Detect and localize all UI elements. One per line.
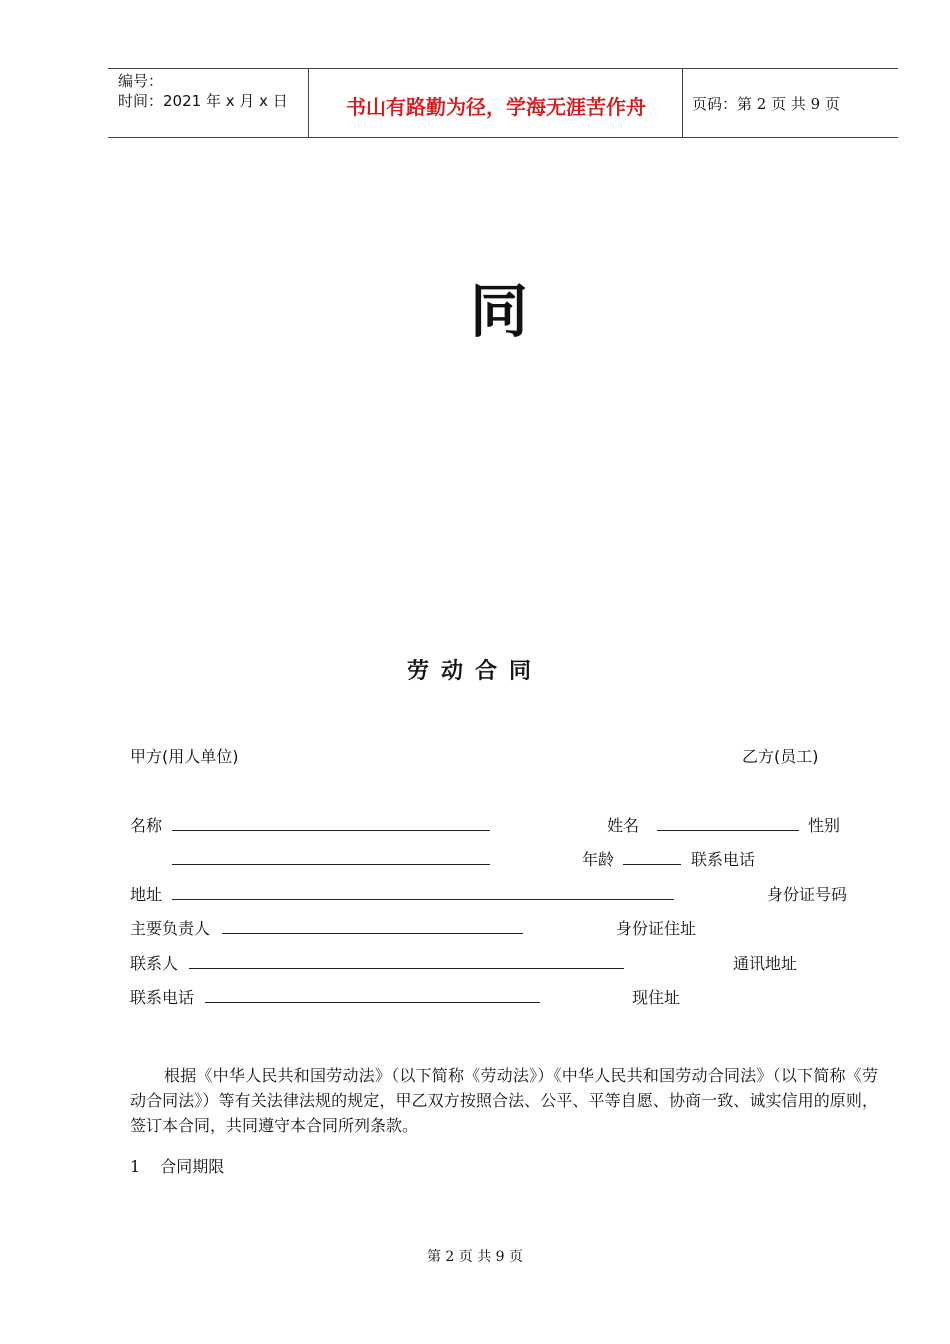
age-label: 年龄	[582, 850, 615, 869]
company-address-label: 地址	[130, 885, 163, 904]
principal-label: 主要负责人	[130, 919, 211, 938]
header-motto: 书山有路勤为径，学海无涯苦作舟	[346, 95, 646, 119]
age-field[interactable]	[623, 864, 681, 865]
section-number: 1	[130, 1157, 141, 1176]
gender-label: 性别	[808, 816, 841, 835]
id-address-label: 身份证住址	[616, 919, 697, 938]
section-title: 合同期限	[160, 1157, 225, 1176]
party-b-label: 乙方(员工)	[742, 747, 819, 766]
header-divider	[308, 69, 309, 137]
employee-phone-label: 联系电话	[691, 850, 756, 869]
mail-address-label: 通讯地址	[733, 954, 798, 973]
doc-time-label: 时间：2021 年 x 月 x 日	[118, 92, 288, 110]
company-phone-label: 联系电话	[130, 988, 195, 1007]
header-divider	[682, 69, 683, 137]
document-title: 劳动合同	[406, 659, 543, 684]
large-heading-char: 同	[470, 277, 529, 345]
party-a-label: 甲方(用人单位)	[130, 747, 239, 766]
company-name-label: 名称	[130, 816, 163, 835]
doc-number-label: 编号：	[118, 72, 164, 90]
company-phone-field[interactable]	[205, 1002, 540, 1003]
company-name-field[interactable]	[172, 830, 490, 831]
company-name-field-line2[interactable]	[172, 864, 490, 865]
contact-person-label: 联系人	[130, 954, 179, 973]
employee-name-field[interactable]	[657, 830, 799, 831]
header-meta	[118, 71, 288, 111]
section-heading	[130, 1154, 224, 1177]
contact-person-field[interactable]	[189, 968, 624, 969]
page-header	[108, 68, 898, 138]
id-number-label: 身份证号码	[767, 885, 848, 904]
principal-field[interactable]	[222, 933, 523, 934]
header-page-info: 页码：第 2 页 共 9 页	[692, 95, 840, 113]
current-address-label: 现住址	[632, 988, 681, 1007]
page-footer: 第 2 页 共 9 页	[426, 1249, 524, 1265]
intro-paragraph: 根据《中华人民共和国劳动法》（以下简称《劳动法》）《中华人民共和国劳动合同法》（以下简称《劳动合同法》）等有关法律法规的规定，甲乙双方按照合法、公平、平等自愿、协商一致、诚实信用的原则，签订本合同，共同遵守本合同所列条款。	[130, 1066, 878, 1135]
company-address-field[interactable]	[172, 899, 674, 900]
employee-name-label: 姓名	[607, 816, 640, 835]
